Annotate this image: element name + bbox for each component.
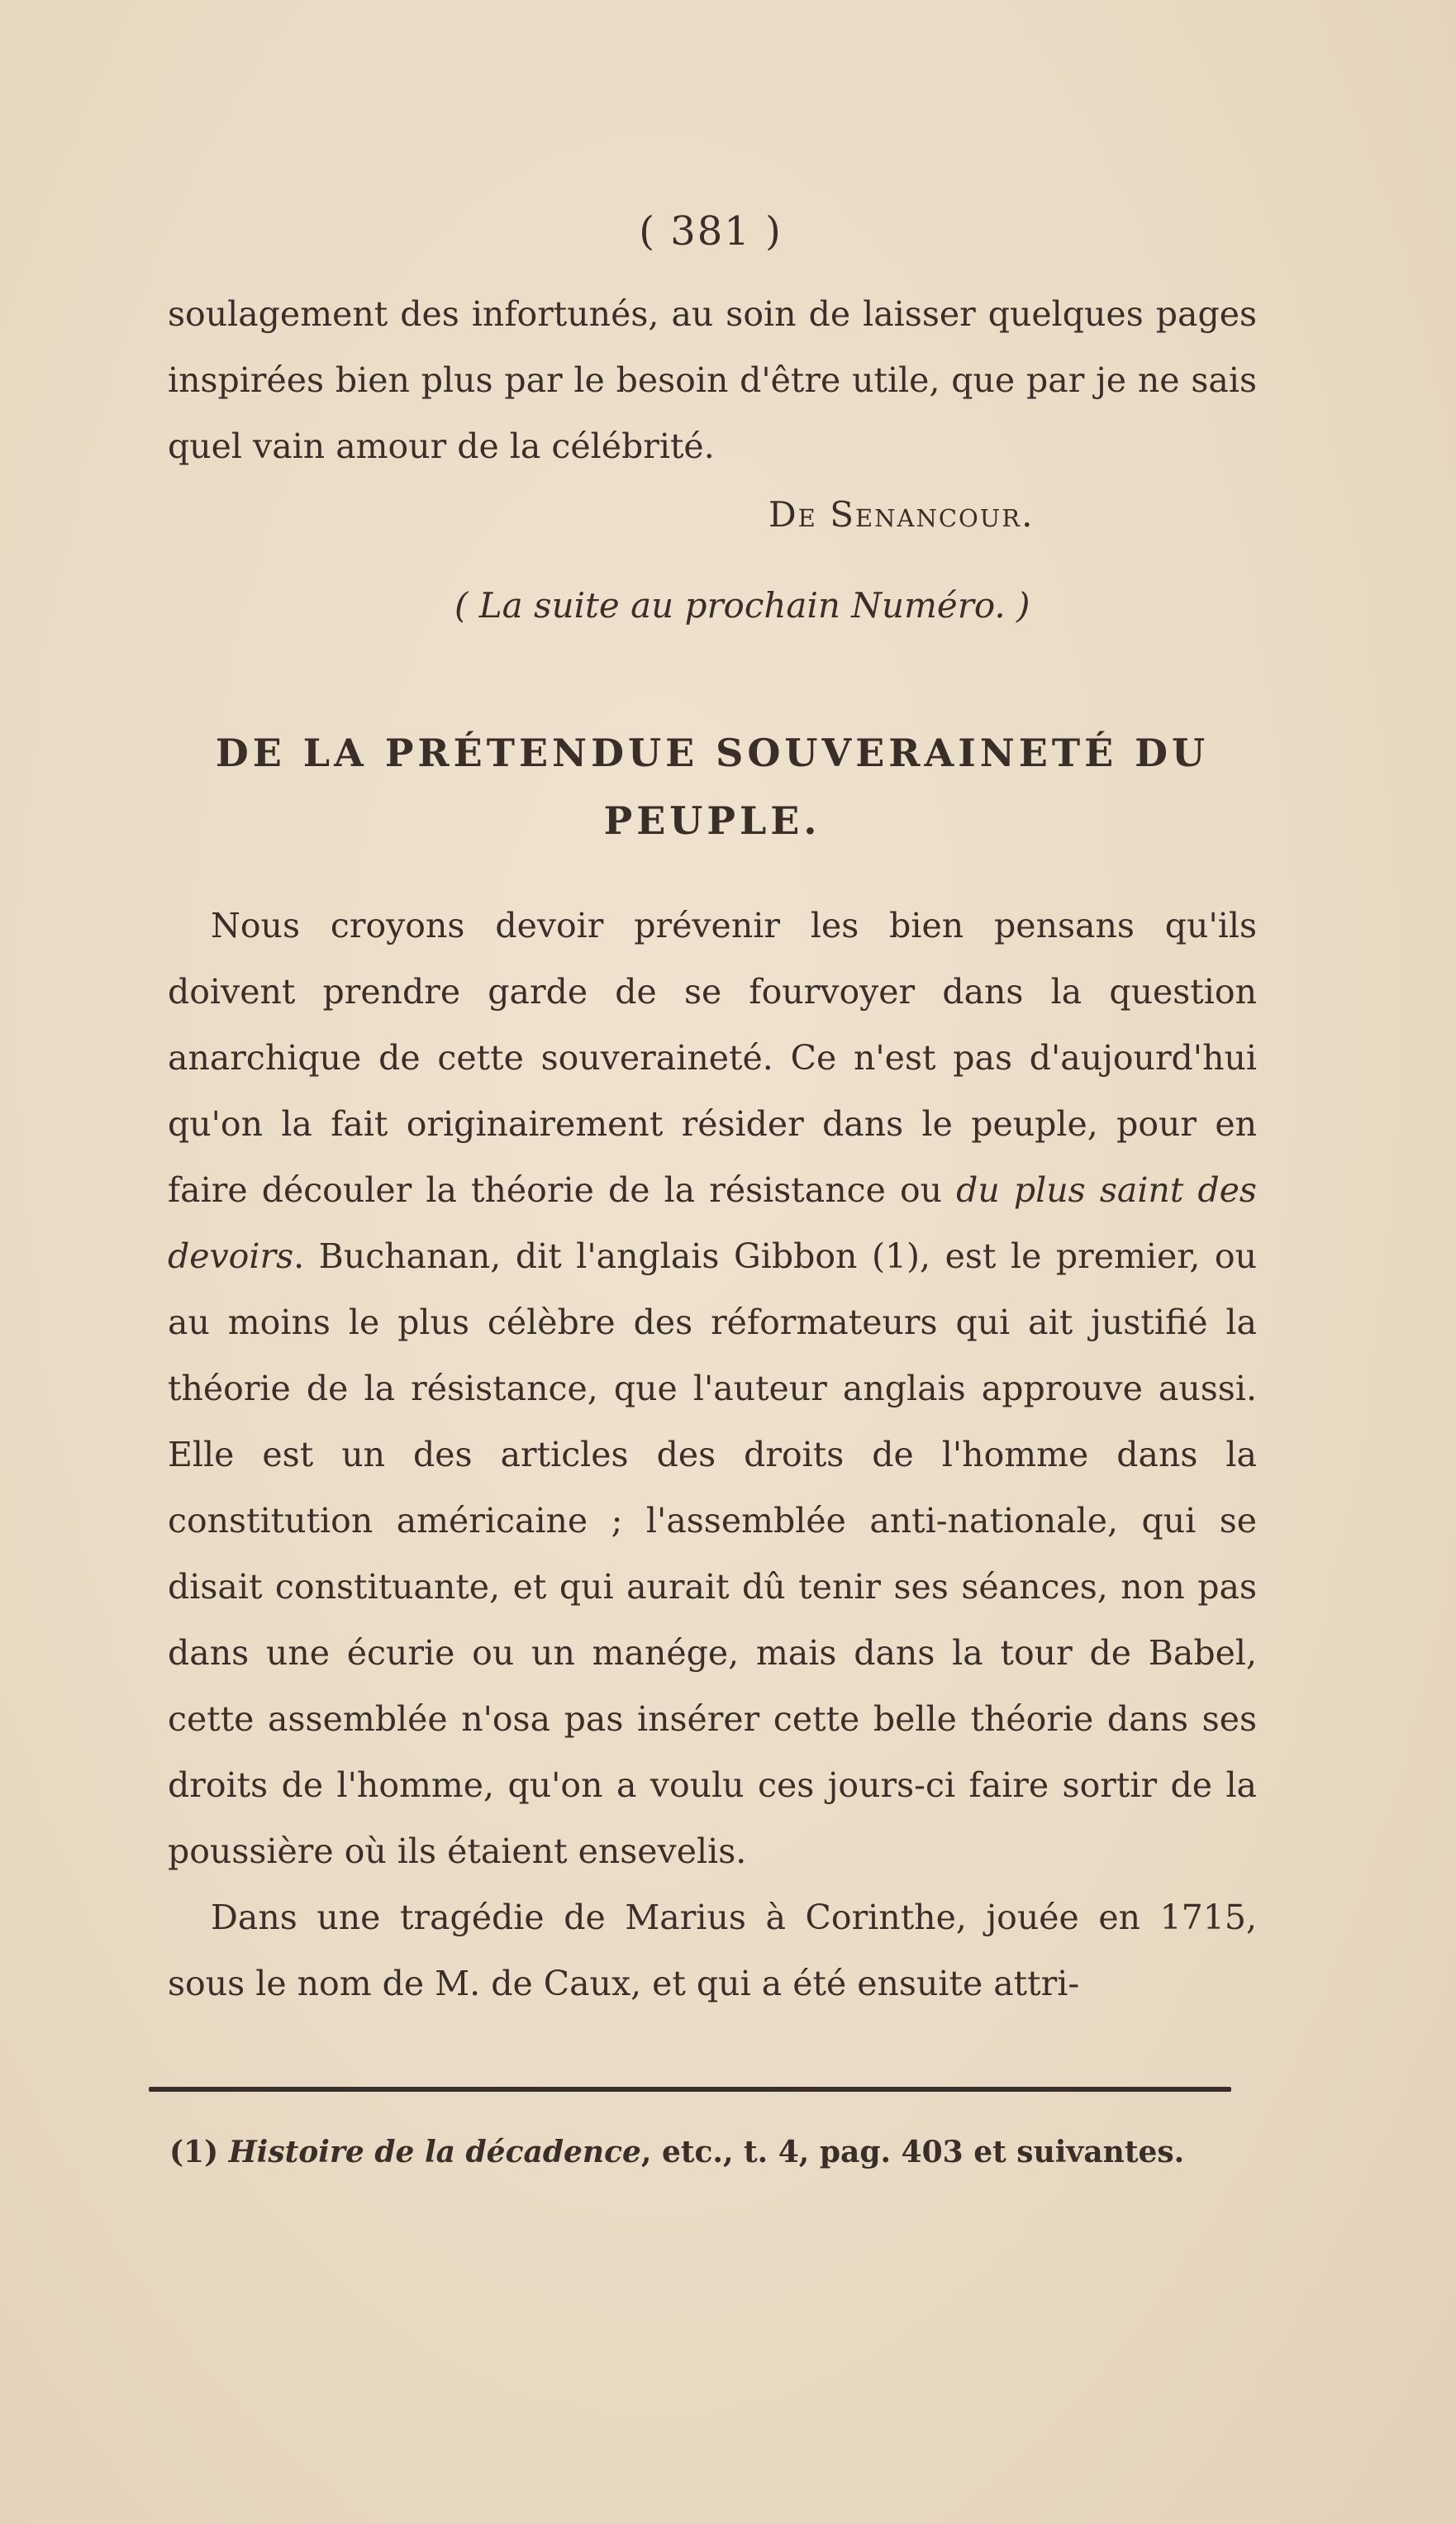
opening-paragraph: soulagement des infortunés, au soin de laisser quelques pages inspirées bien plus par le besoin d'être utile, que par je ne sais quel vain amour de la célébrité. [168, 294, 1257, 466]
author-signature: De Senancour. [768, 494, 1035, 535]
article-body [168, 893, 1257, 2017]
page-number: ( 381 ) [639, 208, 783, 255]
continued-note: ( La suite au prochain Numéro. ) [454, 585, 1030, 626]
article-title: DE LA PRÉTENDUE SOUVERAINETÉ DU PEUPLE. [215, 731, 1210, 843]
paragraph-2: Dans une tragédie de Marius à Corinthe, jouée en 1715, sous le nom de M. de Caux, et qui a été ensuite attri- [168, 1898, 1257, 2003]
footnote-divider [149, 2087, 1231, 2092]
footnote [169, 2127, 1277, 2177]
opening-paragraph-block [168, 281, 1257, 479]
footnote-rest: , etc., t. 4, pag. 403 et suivantes. [640, 2135, 1185, 2169]
paragraph-1 [168, 893, 1257, 1884]
footnote-title: Histoire de la décadence [228, 2135, 641, 2169]
paragraph-1-text-a: Nous croyons devoir prévenir les bien pensans qu'ils doivent prendre garde de se fourvoyer dans la question anarchique de cette souveraineté. Ce n'est pas d'aujourd'hui qu'on la fait originairement résider dans le peuple, pour en faire découler la théorie de la résistance ou [168, 906, 1257, 1210]
footnote-marker: (1) [169, 2135, 219, 2169]
paragraph-1-italic: du plus saint des devoirs [168, 1170, 1257, 1276]
paragraph-1-text-b: . Buchanan, dit l'anglais Gibbon (1), est le premier, ou au moins le plus célèbre des réformateurs qui ait justifié la théorie de la résistance, que l'auteur anglais approuve aussi. Elle est un des articles des droits de l'homme dans la constitution américaine ; l'assemblée anti-nationale, qui se disait constituante, et qui aurait dû tenir ses séances, non pas dans une écurie ou un manége, mais dans la tour de Babel, cette assemblée n'osa pas insérer cette belle théorie dans ses droits de l'homme, qu'on a voulu ces jours-ci faire sortir de la poussière où ils étaient ensevelis. [168, 1236, 1257, 1871]
